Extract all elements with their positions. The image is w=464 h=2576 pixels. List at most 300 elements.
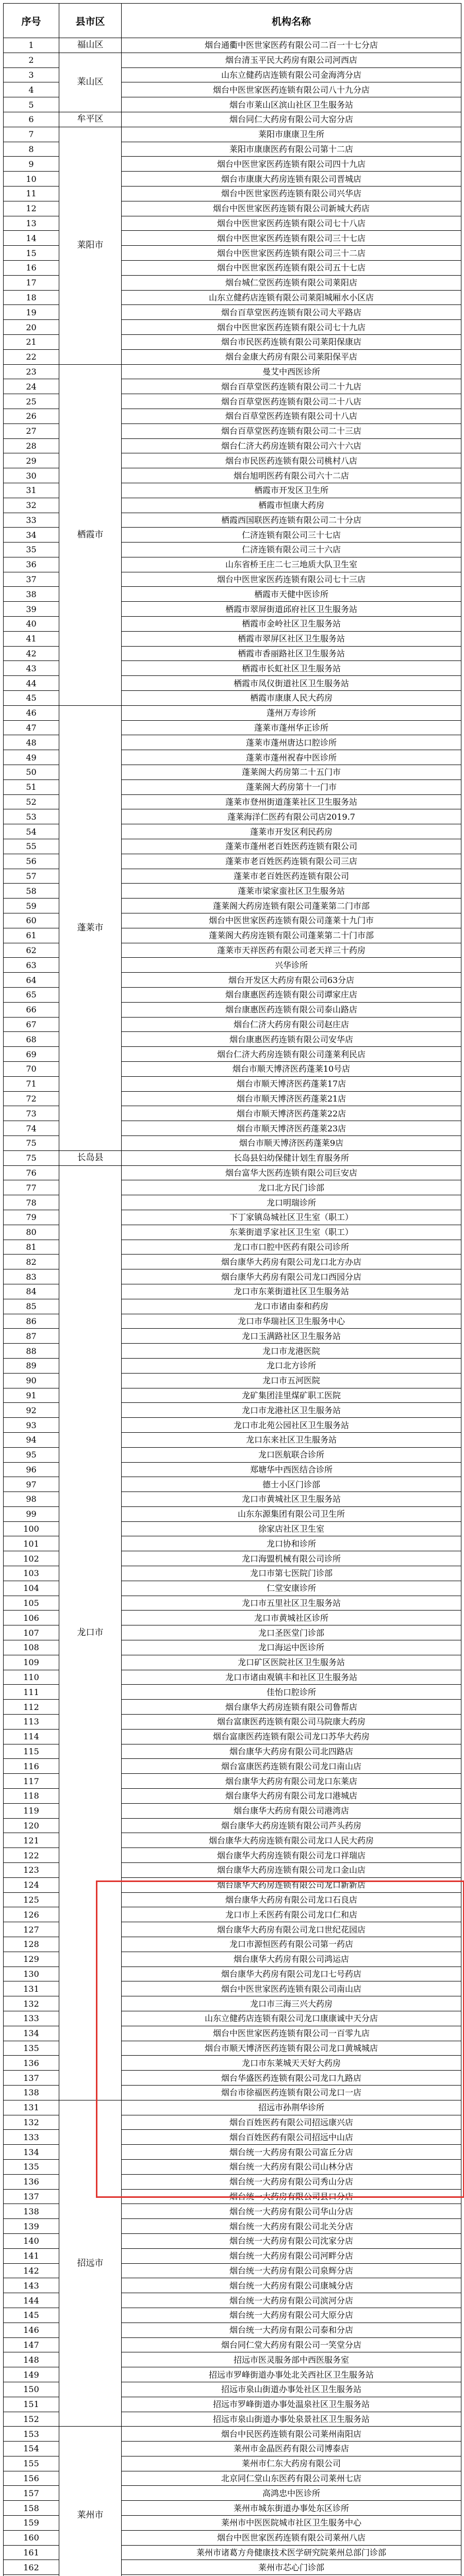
row-seq: 113 [4,1715,59,1730]
institution-name: 招远市罗峰街道办事处温泉社区卫生服务站 [122,2397,461,2412]
institution-name: 烟台康华大药房有限公司港湾店 [122,1803,461,1818]
row-seq: 25 [4,394,59,409]
row-seq: 21 [4,334,59,349]
row-seq: 144 [4,2293,59,2308]
row-seq: 131 [4,2100,59,2115]
row-seq: 18 [4,290,59,305]
institution-name: 烟台统一大药房有限公司县口分店 [122,2189,461,2204]
row-seq: 8 [4,142,59,157]
row-seq: 17 [4,275,59,290]
row-seq: 120 [4,1818,59,1833]
row-seq: 116 [4,1759,59,1774]
institution-name: 蓬莱市登州街道蓬莱社区卫生服务站 [122,794,461,809]
row-seq: 1 [4,38,59,53]
institution-name: 烟台康华大药房有限公司北四路店 [122,1744,461,1759]
row-seq: 149 [4,2367,59,2382]
institution-name: 烟台市顺天博济医药蓬莱17店 [122,1076,461,1091]
row-seq: 30 [4,468,59,483]
institution-name: 烟台康华大药房有限公司龙口世纪花园店 [122,1922,461,1937]
institution-name: 徐家店社区卫生室 [122,1521,461,1536]
row-seq: 119 [4,1803,59,1818]
institution-name: 龙口市东莱城天天好大药房 [122,2056,461,2071]
institution-name: 龙口矿区医院社区卫生服务站 [122,1655,461,1670]
institution-name: 招远市泉山街道办事处社区卫生服务站 [122,2382,461,2397]
row-seq: 158 [4,2501,59,2516]
institution-name: 栖霞市康康人民大药房 [122,691,461,706]
row-seq: 11 [4,186,59,201]
institution-name: 烟台康华大药房连锁有限公司龙口人民大药房 [122,1833,461,1848]
row-seq: 83 [4,1269,59,1284]
table-row [4,705,461,720]
institution-name: 烟台康惠医药连锁有限公司安华店 [122,1032,461,1047]
row-seq: 128 [4,1937,59,1952]
institution-name: 龙口医航联合诊所 [122,1447,461,1462]
institution-name: 德士小区门诊部 [122,1477,461,1492]
row-seq: 129 [4,1952,59,1967]
institution-name: 龙口市三海三兴大药房 [122,1996,461,2011]
row-seq: 57 [4,869,59,884]
institution-name: 烟台康惠医药连锁有限公司泰山路店 [122,1002,461,1017]
institution-name: 兴华诊所 [122,958,461,973]
institution-name: 龙口海运中医诊所 [122,1640,461,1655]
institution-name: 曼艾中西医诊所 [122,364,461,379]
institution-name: 龙口市上禾医药有限公司龙口仁和店 [122,1907,461,1922]
institution-name: 烟台仁济大药房有限公司赵庄店 [122,1017,461,1032]
institution-name: 龙口市黄城社区诊所 [122,1611,461,1625]
row-seq: 88 [4,1344,59,1359]
institution-name: 栖霞市翠屏区社区卫生服务站 [122,631,461,646]
institution-name: 龙口北方诊所 [122,1358,461,1373]
row-seq: 63 [4,958,59,973]
row-seq: 62 [4,943,59,958]
institution-name: 龙口东来社区卫生服务站 [122,1432,461,1447]
header-name: 机构名称 [122,4,461,38]
header-seq: 序号 [4,4,59,38]
institution-name: 烟台中医世家医药连锁有限公司五十七店 [122,260,461,275]
institution-name: 烟台康华大药房有限公司龙口西园分店 [122,1269,461,1284]
institution-name: 莱州市仁东大药房有限公司 [122,2456,461,2471]
row-seq: 19 [4,305,59,320]
institution-name: 招远市医灵服务部中西医服务室 [122,2352,461,2367]
table-row [4,1150,461,1165]
row-seq: 79 [4,1210,59,1225]
institution-name: 莱州市金晶医药有限公司博泰店 [122,2442,461,2456]
institution-name: 下丁家镇岛城社区卫生室（职工） [122,1210,461,1225]
institution-name: 蓬莱市天祥医药有限公司老天祥三十药房 [122,943,461,958]
institution-name: 烟台市顺天博济医药蓬莱10号店 [122,1061,461,1076]
institution-name: 佳怡口腔诊所 [122,1685,461,1700]
region-cell: 招远市 [59,2100,122,2427]
institution-name: 龙口市龙港医院 [122,1344,461,1359]
institution-name: 烟台中医世家医药连锁有限公司七十三店 [122,572,461,587]
row-seq: 110 [4,1670,59,1685]
row-seq: 61 [4,928,59,943]
institution-name: 蓬莱阁大药房第二十五门市 [122,765,461,780]
row-seq: 24 [4,379,59,394]
institution-name: 烟台市民医药连锁有限公司莱阳保康店 [122,334,461,349]
row-seq: 90 [4,1373,59,1388]
row-seq: 67 [4,1017,59,1032]
row-seq: 118 [4,1789,59,1804]
table-header-row [4,4,461,38]
institution-name: 烟台统一大药房有限公司滨河分店 [122,2293,461,2308]
row-seq: 7 [4,127,59,142]
row-seq: 139 [4,2219,59,2234]
row-seq: 55 [4,839,59,854]
institution-name: 莱州市芯心门诊部 [122,2560,461,2575]
institution-name: 烟台康华大药房有限公司龙口石良店 [122,1892,461,1907]
institution-name: 仁济连锁有限公司三十六店 [122,543,461,557]
row-seq: 85 [4,1299,59,1314]
row-seq: 138 [4,2085,59,2100]
institution-name: 烟台统一大药房有限公司山林分店 [122,2159,461,2174]
row-seq: 132 [4,2115,59,2130]
institution-name: 栖霞市金岭社区卫生服务站 [122,617,461,632]
institution-name: 东莱街道孚家社区卫生室（职工） [122,1225,461,1240]
region-cell: 龙口市 [59,1165,122,2100]
row-seq: 134 [4,2026,59,2041]
row-seq: 40 [4,617,59,632]
institution-name: 蓬莱阁大药房连锁有限公司蓬莱第二门市部 [122,899,461,913]
row-seq: 134 [4,2145,59,2160]
row-seq: 137 [4,2071,59,2086]
row-seq: 133 [4,2130,59,2145]
institution-table [3,3,461,2576]
institution-name: 烟台百草堂医药连锁有限公司二十九店 [122,379,461,394]
institution-name: 蓬莱阁大药房连锁有限公司蓬莱第二十门市部 [122,928,461,943]
institution-name: 蓬莱市蓬州唐达口腔诊所 [122,735,461,750]
institution-name: 龙口市第七医院门诊部 [122,1566,461,1581]
row-seq: 104 [4,1581,59,1596]
row-seq: 22 [4,349,59,364]
row-seq: 102 [4,1551,59,1566]
institution-name: 栖霞市香丽路社区卫生服务站 [122,646,461,661]
table-row [4,53,461,67]
institution-name: 烟台康华大药房有限公司龙口七号药店 [122,1967,461,1981]
region-cell: 莱阳市 [59,127,122,364]
institution-name: 龙矿集团洼里煤矿职工医院 [122,1388,461,1403]
institution-name: 烟台中医世家医药连锁有限公司兴华店 [122,186,461,201]
institution-name: 莱州市城东街道办事处东区诊所 [122,2501,461,2516]
row-seq: 31 [4,483,59,498]
institution-name: 烟台康华大药房连锁有限公司鲁帮店 [122,1700,461,1715]
row-seq: 36 [4,557,59,572]
institution-name: 烟台城仁堂医药连锁有限公司莱阳店 [122,275,461,290]
institution-name: 蓬莱市蓬州老百姓医药连锁有限公司 [122,839,461,854]
row-seq: 56 [4,854,59,869]
row-seq: 60 [4,913,59,928]
institution-name: 龙口市口腔中医药有限公司诊所 [122,1240,461,1255]
row-seq: 91 [4,1388,59,1403]
institution-name: 长岛县妇幼保健计划生育服务所 [122,1150,461,1165]
row-seq: 101 [4,1536,59,1551]
row-seq: 70 [4,1061,59,1076]
row-seq: 9 [4,157,59,172]
row-seq: 65 [4,988,59,1003]
institution-name: 烟台康华大药房有限公司鸿运店 [122,1952,461,1967]
row-seq: 115 [4,1744,59,1759]
institution-name: 栖霞市翠屏街道邱府社区卫生服务站 [122,602,461,617]
institution-name: 烟台仁济大药房连锁有限公司蓬莱利民店 [122,1047,461,1062]
row-seq: 29 [4,453,59,468]
institution-name: 栖霞西国联医药连锁有限公司二十分店 [122,513,461,528]
institution-name: 蓬莱阁大药房第十一门市 [122,779,461,794]
row-seq: 41 [4,631,59,646]
institution-name: 蓬莱市梁家蛮社区卫生服务站 [122,884,461,899]
institution-name: 烟台仁济大药房连锁有限公司六十六店 [122,438,461,453]
institution-name: 烟台康华大药房连锁有限公司龙口祥瑞店 [122,1848,461,1863]
institution-name: 蓬莱市老百姓医药连锁有限公司 [122,869,461,884]
row-seq: 135 [4,2159,59,2174]
row-seq: 95 [4,1447,59,1462]
institution-name: 烟台市顺天博济医药连锁有限公司龙口黄城城店 [122,2041,461,2056]
row-seq: 4 [4,82,59,97]
row-seq: 146 [4,2323,59,2337]
row-seq: 59 [4,899,59,913]
row-seq: 82 [4,1255,59,1269]
region-cell: 牟平区 [59,112,122,127]
row-seq: 48 [4,735,59,750]
institution-name: 高鸿忠中医诊所 [122,2486,461,2501]
institution-name: 烟台市顺天博济医药蓬莱21店 [122,1091,461,1106]
row-seq: 140 [4,2233,59,2248]
table-row [4,364,461,379]
row-seq: 156 [4,2471,59,2486]
table-body [4,38,461,2576]
institution-name: 烟台华盛医药连锁有限公司龙口九路店 [122,2071,461,2086]
institution-name: 烟台中医世家医药连锁有限公司三十七店 [122,231,461,246]
institution-name: 莱阳市康康医药有限公司第十二店 [122,142,461,157]
row-seq: 121 [4,1833,59,1848]
institution-name: 栖霞市恒康大药房 [122,498,461,513]
row-seq: 150 [4,2382,59,2397]
institution-name: 烟台百草堂医药连锁有限公司二十三店 [122,423,461,438]
row-seq: 53 [4,809,59,824]
row-seq: 92 [4,1403,59,1418]
institution-name: 烟台中民医药连锁有限公司莱州南阳店 [122,2427,461,2442]
header-region: 县市区 [59,4,122,38]
table-row [4,38,461,53]
institution-name: 龙口市诸由观镇丰和社区卫生服务站 [122,1670,461,1685]
row-seq: 49 [4,750,59,765]
row-seq: 136 [4,2174,59,2189]
institution-name: 烟台清玉平民大药房有限公司河西店 [122,53,461,67]
institution-name: 烟台统一大药房有限公司泉辉分店 [122,2263,461,2278]
row-seq: 58 [4,884,59,899]
institution-name: 招远市罗峰街道办事处北关西社区卫生服务站 [122,2367,461,2382]
row-seq: 145 [4,2308,59,2323]
institution-name: 烟台同仁堂大药房有限公司一笑堂分店 [122,2337,461,2352]
institution-name: 烟台金康大药房有限公司莱阳保平店 [122,349,461,364]
institution-name: 山东立健药店连锁有限公司金海湾分店 [122,67,461,82]
row-seq: 71 [4,1076,59,1091]
row-seq: 42 [4,646,59,661]
institution-name: 莱阳市康康卫生所 [122,127,461,142]
row-seq: 141 [4,2248,59,2263]
row-seq: 81 [4,1240,59,1255]
institution-name: 栖霞市开发区卫生所 [122,483,461,498]
row-seq: 27 [4,423,59,438]
row-seq: 100 [4,1521,59,1536]
institution-name: 龙口市华瑞社区卫生服务中心 [122,1314,461,1329]
row-seq: 14 [4,231,59,246]
row-seq: 47 [4,720,59,735]
row-seq: 80 [4,1225,59,1240]
row-seq: 44 [4,676,59,691]
institution-name: 蓬莱市蓬州祝春中医诊所 [122,750,461,765]
institution-name: 烟台中医世家医药连锁有限公司七十九店 [122,320,461,335]
row-seq: 147 [4,2337,59,2352]
row-seq: 51 [4,779,59,794]
institution-name: 龙口市北苑公园社区卫生服务站 [122,1418,461,1433]
row-seq: 74 [4,1121,59,1136]
row-seq: 38 [4,587,59,602]
row-seq: 6 [4,112,59,127]
row-seq: 86 [4,1314,59,1329]
institution-name: 蓬莱市开发区利民药房 [122,824,461,839]
row-seq: 154 [4,2442,59,2456]
row-seq: 97 [4,1477,59,1492]
institution-name: 栖霞市凤仪街道社区卫生服务站 [122,676,461,691]
row-seq: 37 [4,572,59,587]
table-row [4,127,461,142]
row-seq: 93 [4,1418,59,1433]
region-cell: 栖霞市 [59,364,122,705]
institution-name: 龙口海盟机械有限公司诊所 [122,1551,461,1566]
institution-name: 烟台市康康大药房连锁有限公司晋城店 [122,172,461,187]
row-seq: 152 [4,2412,59,2427]
institution-name: 郑塘华中西医结合诊所 [122,1462,461,1477]
institution-name: 烟台市顺天博济医药蓬莱23店 [122,1121,461,1136]
row-seq: 20 [4,320,59,335]
row-seq: 99 [4,1506,59,1521]
row-seq: 107 [4,1625,59,1640]
institution-name: 烟台市徐福医药连锁有限公司龙口一店 [122,2085,461,2100]
institution-name: 烟台百姓医药有限公司招远中山店 [122,2130,461,2145]
institution-name: 烟台康惠医药连锁有限公司谭家庄店 [122,988,461,1003]
row-seq: 103 [4,1566,59,1581]
region-cell: 蓬莱市 [59,705,122,1150]
institution-name: 仁济连锁有限公司三十七店 [122,528,461,543]
row-seq: 23 [4,364,59,379]
institution-name: 烟台康华大药房连锁有限公司龙口新新店 [122,1877,461,1892]
row-seq: 114 [4,1729,59,1744]
institution-name: 烟台康华大药房有限公司龙口东莱店 [122,1774,461,1789]
institution-name: 烟台市莱山区滨山社区卫生服务站 [122,97,461,112]
row-seq: 34 [4,528,59,543]
row-seq: 160 [4,2530,59,2545]
institution-name: 山东立健药店连锁有限公司莱阳城厢水小区店 [122,290,461,305]
row-seq: 75 [4,1150,59,1165]
row-seq: 72 [4,1091,59,1106]
institution-name: 龙口市源恒医药有限公司第一药店 [122,1937,461,1952]
institution-name: 山东东源集团有限公司卫生所 [122,1506,461,1521]
institution-name: 烟台统一大药房有限公司富丘分店 [122,2145,461,2160]
row-seq: 96 [4,1462,59,1477]
row-seq: 162 [4,2560,59,2575]
region-cell: 福山区 [59,38,122,53]
institution-name: 烟台中医世家医药连锁有限公司蓬莱十九门市 [122,913,461,928]
institution-name: 龙口市东莱街道社区卫生服务站 [122,1284,461,1299]
row-seq: 16 [4,260,59,275]
row-seq: 157 [4,2486,59,2501]
institution-name: 龙口圣医堂门诊部 [122,1625,461,1640]
institution-name: 蓬莱市蓬州华正诊所 [122,720,461,735]
table-row [4,2427,461,2442]
row-seq: 112 [4,1700,59,1715]
row-seq: 126 [4,1907,59,1922]
institution-name: 莱州市诸葛方舟健康技术医学研究院莱州总部门诊部 [122,2545,461,2560]
institution-name: 龙口市五河医院 [122,1373,461,1388]
institution-name: 烟台中医世家医药连锁有限公司七十八店 [122,216,461,231]
institution-name: 烟台统一大药房有限公司河畔分店 [122,2248,461,2263]
institution-name: 烟台富康医药连锁有限公司龙口南山店 [122,1759,461,1774]
row-seq: 69 [4,1047,59,1062]
institution-name: 栖霞市长虹社区卫生服务站 [122,661,461,676]
row-seq: 13 [4,216,59,231]
row-seq: 73 [4,1106,59,1121]
row-seq: 15 [4,246,59,261]
row-seq: 39 [4,602,59,617]
row-seq: 33 [4,513,59,528]
institution-name: 烟台旭明医药有限公司六十二店 [122,468,461,483]
institution-name: 蓬莱市老百姓医药连锁有限公司三店 [122,854,461,869]
institution-name: 蓬莱海洋仁医药有限公司店2019.7 [122,809,461,824]
institution-name: 烟台统一大药房有限公司秀山分店 [122,2174,461,2189]
table-row [4,2100,461,2115]
institution-name: 招远市孙荆华诊所 [122,2100,461,2115]
institution-name: 烟台中医世家医药连锁有限公司莱州八店 [122,2530,461,2545]
row-seq: 43 [4,661,59,676]
row-seq: 106 [4,1611,59,1625]
row-seq: 50 [4,765,59,780]
row-seq: 66 [4,1002,59,1017]
institution-name: 龙口玉满路社区卫生服务站 [122,1329,461,1344]
institution-name: 龙口协和诊所 [122,1536,461,1551]
row-seq: 111 [4,1685,59,1700]
institution-name: 烟台统一大药房有限公司北关分店 [122,2219,461,2234]
row-seq: 130 [4,1967,59,1981]
institution-name: 招远市泉山街道办事处泉景社区卫生服务站 [122,2412,461,2427]
institution-name: 龙口市龙港社区卫生服务站 [122,1403,461,1418]
row-seq: 84 [4,1284,59,1299]
row-seq: 3 [4,67,59,82]
institution-name: 北京同仁堂山东医药有限公司莱州七店 [122,2471,461,2486]
institution-name: 龙口北方民门诊部 [122,1180,461,1195]
row-seq: 68 [4,1032,59,1047]
row-seq: 125 [4,1892,59,1907]
institution-name: 仁堂安康诊所 [122,1581,461,1596]
row-seq: 75 [4,1136,59,1150]
institution-name: 烟台统一大药房有限公司泰和分店 [122,2323,461,2337]
institution-name: 烟台富康医药连锁有限公司龙口苏华大药房 [122,1729,461,1744]
row-seq: 12 [4,201,59,216]
row-seq: 127 [4,1922,59,1937]
institution-name: 烟台百草堂医药连锁有限公司大平路店 [122,305,461,320]
row-seq: 64 [4,973,59,988]
row-seq: 135 [4,2041,59,2056]
row-seq: 89 [4,1358,59,1373]
institution-name: 山东省桥王庄二七三地质大队卫生室 [122,557,461,572]
row-seq: 122 [4,1848,59,1863]
row-seq: 153 [4,2427,59,2442]
institution-name: 蓬州万寿诊所 [122,705,461,720]
row-seq: 94 [4,1432,59,1447]
institution-name: 龙口市诸由泰和药房 [122,1299,461,1314]
institution-name: 烟台同仁大药房有限公司大窑分店 [122,112,461,127]
row-seq: 105 [4,1596,59,1611]
row-seq: 52 [4,794,59,809]
